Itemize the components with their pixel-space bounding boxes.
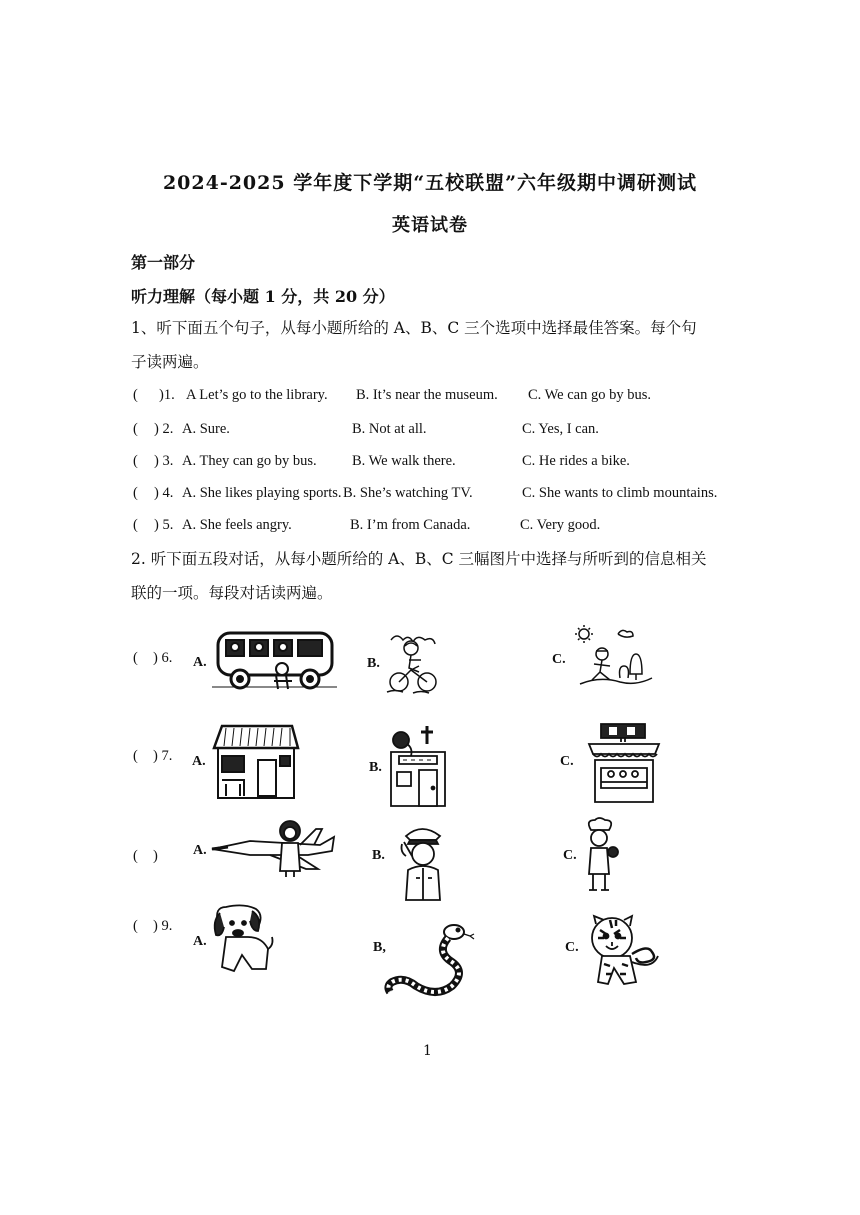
question-number: )1. xyxy=(159,387,175,403)
part-label: 第一部分 xyxy=(131,253,196,272)
answer-bracket[interactable]: ( xyxy=(133,517,138,533)
answer-bracket[interactable]: ( xyxy=(133,453,138,469)
option-a: A. Sure. xyxy=(182,421,230,437)
restaurant-picture[interactable] xyxy=(589,722,659,804)
answer-bracket[interactable]: ( xyxy=(133,748,138,764)
option-c-label: C. xyxy=(560,754,574,769)
option-c: C. We can go by bus. xyxy=(528,387,652,403)
question-number: ) 4. xyxy=(154,485,174,501)
option-a: A Let’s go to the library. xyxy=(186,387,328,403)
option-b-label: B, xyxy=(373,940,386,955)
option-a-label: A. xyxy=(193,934,207,949)
police-officer-picture[interactable] xyxy=(392,822,454,902)
house-picture[interactable] xyxy=(212,722,300,800)
option-b: B. Not at all. xyxy=(352,421,427,437)
option-a-label: A. xyxy=(193,655,207,670)
q4 xyxy=(133,485,718,502)
snake-picture[interactable] xyxy=(386,922,478,996)
cook-picture[interactable] xyxy=(583,818,619,894)
option-c-label: C. xyxy=(563,848,577,863)
instruction-2-line2: 联的一项。每段对话读两遍。 xyxy=(131,584,333,602)
instruction-1 xyxy=(131,314,751,376)
walking-outdoors-picture[interactable] xyxy=(572,624,654,692)
answer-bracket[interactable]: ( xyxy=(133,650,138,666)
question-number: ) 9. xyxy=(153,918,173,934)
instruction-1-line2: 子读两遍。 xyxy=(131,353,209,371)
question-number: ) 5. xyxy=(154,517,174,533)
bike-riding-picture[interactable] xyxy=(383,630,445,696)
q2 xyxy=(133,421,599,438)
question-number: ) 6. xyxy=(153,650,173,666)
school-bus-picture[interactable] xyxy=(212,627,337,693)
instruction-1-line1: 1、听下面五个句子，从每小题所给的 A、B、C 三个选项中选择最佳答案。每个句 xyxy=(131,319,697,337)
option-c-label: C. xyxy=(565,940,579,955)
question-number: ) 2. xyxy=(154,421,174,437)
exam-subtitle: 英语试卷 xyxy=(392,215,468,236)
option-b-label: B. xyxy=(369,760,382,775)
option-b: B. It’s near the museum. xyxy=(356,387,498,403)
q3 xyxy=(133,453,630,470)
option-a: A. They can go by bus. xyxy=(182,453,317,469)
hospital-picture[interactable] xyxy=(387,724,449,808)
dog-picture[interactable] xyxy=(212,903,274,975)
pilot-plane-picture[interactable] xyxy=(210,815,338,877)
answer-bracket[interactable]: ( xyxy=(133,918,138,934)
answer-bracket[interactable]: ( xyxy=(133,485,138,501)
option-b: B. We walk there. xyxy=(352,453,456,469)
q5 xyxy=(133,517,601,534)
question-number: ) 3. xyxy=(154,453,174,469)
option-a: A. She feels angry. xyxy=(182,517,292,533)
option-c-label: C. xyxy=(552,652,566,667)
option-c: C. He rides a bike. xyxy=(522,453,630,469)
option-b-label: B. xyxy=(372,848,385,863)
option-c: C. She wants to climb mountains. xyxy=(522,485,718,501)
instruction-2 xyxy=(131,545,751,607)
option-b: B. I’m from Canada. xyxy=(350,517,471,533)
option-b-label: B. xyxy=(367,656,380,671)
option-a-label: A. xyxy=(193,843,207,858)
option-a: A. She likes playing sports. xyxy=(182,485,342,501)
option-c: C. Very good. xyxy=(520,517,601,533)
tiger-picture[interactable] xyxy=(584,912,664,992)
answer-bracket[interactable]: ( xyxy=(133,848,138,864)
page-number: 1 xyxy=(423,1043,432,1059)
instruction-2-line1: 2. 听下面五段对话，从每小题所给的 A、B、C 三幅图片中选择与所听到的信息相关 xyxy=(131,550,707,568)
question-number: ) xyxy=(153,848,158,864)
option-a-label: A. xyxy=(192,754,206,769)
option-b: B. She’s watching TV. xyxy=(343,485,473,501)
option-c: C. Yes, I can. xyxy=(522,421,599,437)
answer-bracket[interactable]: ( xyxy=(133,387,138,403)
exam-title: 2024-2025 学年度下学期“五校联盟”六年级期中调研测试 xyxy=(162,172,698,194)
answer-bracket[interactable]: ( xyxy=(133,421,138,437)
q1 xyxy=(133,387,652,404)
section-heading: 听力理解（每小题 1 分，共 20 分） xyxy=(131,287,395,306)
question-number: ) 7. xyxy=(153,748,173,764)
